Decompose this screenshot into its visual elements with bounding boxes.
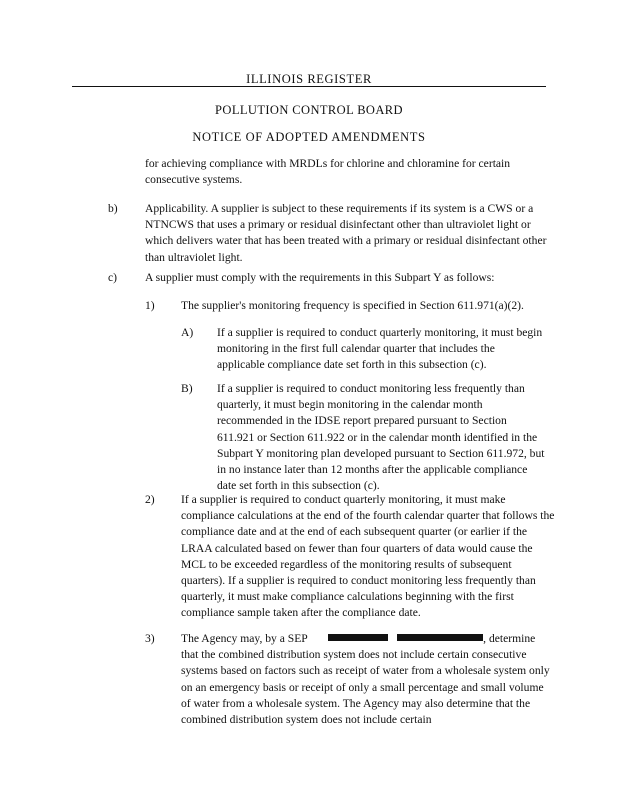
item-3-label: 3): [145, 632, 155, 645]
item-1a-text: If a supplier is required to conduct quarterly monitoring, it must begin monitoring in the first full calendar quarter that includes the applicable compliance date set forth in this subsection (c).: [217, 326, 543, 372]
register-title: ILLINOIS REGISTER: [246, 72, 372, 86]
item-3-text-start: The Agency may, by a SEP: [181, 632, 308, 645]
notice-title: NOTICE OF ADOPTED AMENDMENTS: [192, 130, 426, 144]
item-1-label: 1): [145, 299, 155, 312]
item-3-text: [181, 631, 555, 728]
subsection-c-label: c): [108, 271, 118, 284]
item-1a-label: A): [181, 326, 194, 339]
continuation-paragraph: for achieving compliance with MRDLs for chlorine and chloramine for certain consecutive systems.: [145, 157, 511, 187]
item-1b-text: If a supplier is required to conduct monitoring less frequently than quarterly, it must begin monitoring in the calendar month recommended in the IDSE report prepared pursuant to Section 611.921 or Section 611.922 or in the calendar month identified in the Subpart Y monitoring plan developed pursuant to Section 611.972, but in no instance later than 12 months after the applicable compliance date set forth in this subsection (c).: [217, 382, 545, 493]
item-2-label: 2): [145, 493, 155, 506]
header-rule: [72, 86, 546, 87]
board-name: POLLUTION CONTROL BOARD: [215, 103, 403, 117]
item-2-text: If a supplier is required to conduct quarterly monitoring, it must make compliance calculations at the end of the fourth calendar quarter that follows the compliance date and at the end of each subsequent quarter (or earlier if the LRAA calculated based on fewer than four quarters of data would cause the MCL to be exceeded regardless of the monitoring results of subsequent quarters). If a supplier is required to conduct monitoring less frequently than quarterly, it must make compliance calculations beginning with the first compliance sample taken after the compliance date.: [181, 493, 555, 620]
subsection-b-text: Applicability. A supplier is subject to these requirements if its system is a CWS or a NTNCWS that uses a primary or residual disinfectant other than ultraviolet light or which delivers water that has been treated with a primary or residual disinfectant other than ultraviolet light.: [145, 202, 547, 264]
redaction-mark: [328, 634, 388, 641]
item-3-text-end: , determine that the combined distribution system does not include certain consecutive systems based on factors such as receipt of water from a wholesale system only on an emergency basis or receipt of only a small percentage and small volume of water from a wholesale system. The Agency may also determine that the combined distribution system does not include certain: [181, 632, 550, 727]
item-1b-label: B): [181, 382, 193, 395]
redaction-mark: [397, 634, 483, 641]
subsection-c-text: A supplier must comply with the requirements in this Subpart Y as follows:: [145, 271, 495, 284]
item-1-text: The supplier's monitoring frequency is specified in Section 611.971(a)(2).: [181, 299, 524, 312]
subsection-b-label: b): [108, 202, 118, 215]
